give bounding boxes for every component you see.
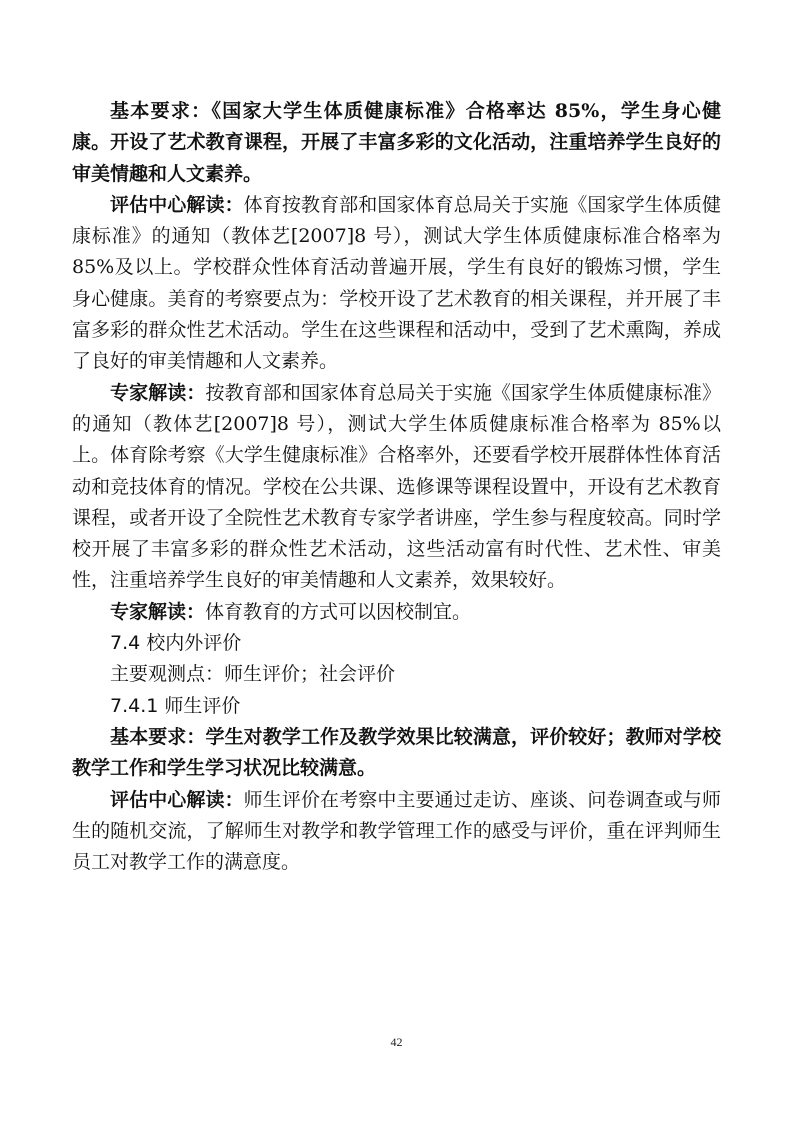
paragraph-text: 师生评价在考察中主要通过走访、座谈、问卷调查或与师生的随机交流，了解师生对教学和教学管理工作的感受与评价，重在评判师生员工对教学工作的满意度。 xyxy=(72,788,721,874)
observation-points: 主要观测点：师生评价；社会评价 xyxy=(110,663,396,686)
eval-center-interpretation-teacher-student xyxy=(72,785,721,879)
basic-requirement-paragraph: 基本要求：《国家大学生体质健康标准》合格率达 85%，学生身心健康。开设了艺术教育课程，开展了丰富多彩的文化活动，注重培养学生良好的审美情趣和人文素养。 xyxy=(72,100,721,185)
paragraph-text: 按教育部和国家体育总局关于实施《国家学生体质健康标准》的通知（教体艺[2007]8 号），测试大学生体质健康标准合格率为 85%以上。体育除考察《大学生健康标准》合格率外，还要看学校开展群体性体育活动和竞技体育的情况。学校在公共课、选修课等课程设置中，开设有艺术教育课程，或者开设了全院性艺术教育专家学者讲座，学生参与程度较高。同时学校开展了丰富多彩的群众性艺术活动，这些活动富有时代性、艺术性、审美性，注重培养学生良好的审美情趣和人文素养，效果较好。 xyxy=(72,381,721,592)
paragraph-text: 体育按教育部和国家体育总局关于实施《国家学生体质健康标准》的通知（教体艺[2007]8 号），测试大学生体质健康标准合格率为 85%及以上。学校群众性体育活动普遍开展，学生有良好的锻炼习惯，学生身心健康。美育的考察要点为：学校开设了艺术教育的相关课程，并开展了丰富多彩的群众性艺术活动。学生在这些课程和活动中，受到了艺术熏陶，养成了良好的审美情趣和人文素养。 xyxy=(72,193,721,373)
eval-center-interpretation-paragraph xyxy=(72,190,721,378)
expert-interpretation-paragraph-2 xyxy=(72,597,721,628)
paragraph-label: 评估中心解读： xyxy=(110,193,244,216)
page-number: 42 xyxy=(390,1035,403,1049)
paragraph-text: 体育教育的方式可以因校制宜。 xyxy=(205,600,472,623)
expert-interpretation-paragraph xyxy=(72,378,721,597)
section-heading: 7.4 校内外评价 xyxy=(110,632,242,655)
paragraph-label: 评估中心解读： xyxy=(110,788,244,811)
paragraph-label: 专家解读： xyxy=(110,381,206,404)
subsection-heading: 7.4.1 师生评价 xyxy=(110,694,241,717)
paragraph-label: 专家解读： xyxy=(110,600,206,623)
teacher-student-requirement: 基本要求：学生对教学工作及教学效果比较满意，评价较好；教师对学校教学工作和学生学习状况比较满意。 xyxy=(72,725,721,780)
